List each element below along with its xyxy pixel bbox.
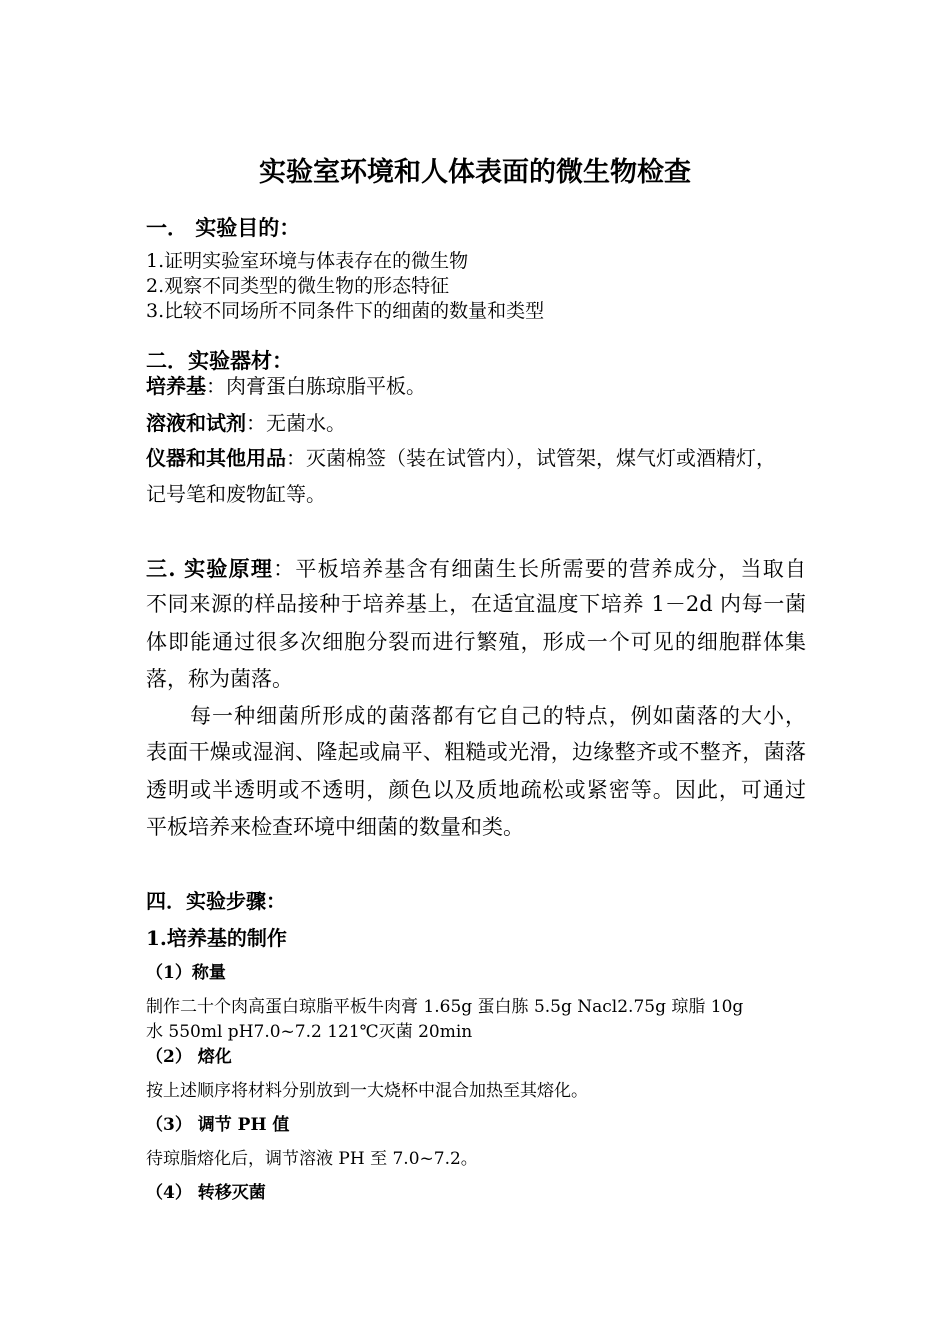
principle-para2-line-2: 表面干燥或湿润、隆起或扁平、粗糙或光滑，边缘整齐或不整齐，菌落	[146, 740, 806, 764]
instruments-line-2: 记号笔和废物缸等。	[146, 482, 326, 506]
medium-line	[146, 376, 426, 396]
principle-para2-line-4: 平板培养来检查环境中细菌的数量和类。	[146, 815, 524, 839]
section-1-heading: 一． 实验目的：	[146, 215, 301, 240]
step-weigh-text-2: 水 550ml pH7.0~7.2 121℃灭菌 20min	[146, 1022, 473, 1042]
objective-item-1: 1.证明实验室环境与体表存在的微生物	[146, 250, 469, 272]
principle-line-4: 落，称为菌落。	[146, 667, 293, 691]
principle-line-3: 体即能通过很多次细胞分裂而进行繁殖，形成一个可见的细胞群体集	[146, 630, 806, 654]
principle-line-2: 不同来源的样品接种于培养基上，在适宜温度下培养 1－2d 内每一菌	[146, 592, 806, 616]
step-melt-label: （2） 熔化	[146, 1047, 232, 1067]
step-1-subheading: 1.培养基的制作	[146, 926, 287, 950]
section-4-heading: 四．实验步骤：	[146, 889, 286, 913]
medium-text: ：肉膏蛋白胨琼脂平板。	[206, 374, 426, 398]
principle-para2-line-3: 透明或半透明或不透明，颜色以及质地疏松或紧密等。因此，可通过	[146, 778, 806, 802]
section-2-heading: 二．实验器材：	[146, 348, 293, 373]
step-transfer-label: （4） 转移灭菌	[146, 1183, 266, 1203]
medium-label: 培养基	[146, 374, 206, 398]
solution-text: ：无菌水。	[246, 411, 346, 435]
solution-line	[146, 413, 346, 433]
instruments-text-1: ：灭菌棉签（装在试管内），试管架，煤气灯或酒精灯，	[286, 446, 776, 470]
step-weigh-text-1: 制作二十个肉高蛋白琼脂平板牛肉膏 1.65g 蛋白胨 5.5g Nacl2.75g 琼脂 10g	[146, 997, 744, 1017]
principle-para2-line-1: 每一种细菌所形成的菌落都有它自己的特点，例如菌落的大小，	[190, 704, 806, 728]
step-ph-text: 待琼脂熔化后，调节溶液 PH 至 7.0~7.2。	[146, 1149, 478, 1169]
step-melt-text: 按上述顺序将材料分别放到一大烧杯中混合加热至其熔化。	[146, 1081, 588, 1101]
principle-line-1	[146, 558, 806, 580]
solution-label: 溶液和试剂	[146, 411, 246, 435]
step-weigh-label: （1）称量	[146, 963, 226, 983]
objective-item-2: 2.观察不同类型的微生物的形态特征	[146, 275, 450, 297]
principle-text-1: ：平板培养基含有细菌生长所需要的营养成分，当取自	[273, 557, 807, 581]
instruments-line-1	[146, 448, 776, 468]
objective-item-3: 3.比较不同场所不同条件下的细菌的数量和类型	[146, 300, 545, 322]
step-ph-label: （3） 调节 PH 值	[146, 1115, 290, 1135]
section-3-heading: 三. 实验原理	[146, 556, 274, 581]
document-title: 实验室环境和人体表面的微生物检查	[259, 157, 691, 188]
instruments-label: 仪器和其他用品	[146, 446, 286, 470]
